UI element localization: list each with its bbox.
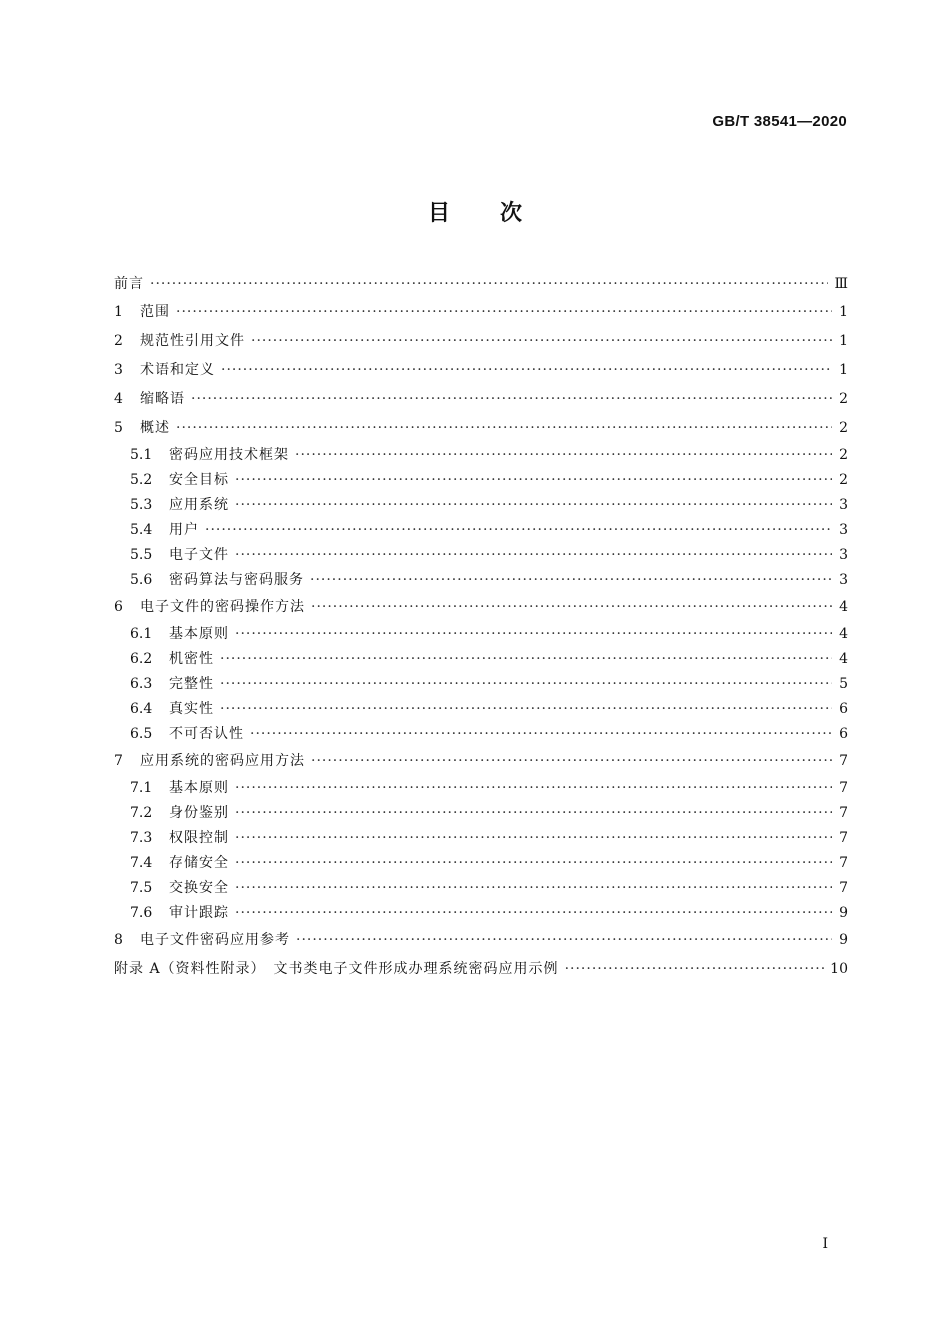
toc-entry[interactable] xyxy=(114,468,848,493)
toc-entry-page: 1 xyxy=(839,362,848,378)
toc-entry-label: 电子文件的密码操作方法 xyxy=(140,599,305,615)
toc-dot-leader xyxy=(235,801,832,826)
toc-entry[interactable] xyxy=(114,747,848,776)
toc-entry-label: 基本原则 xyxy=(169,626,229,642)
toc-entry-page: 2 xyxy=(839,472,848,488)
toc-title-char-1: 目 xyxy=(427,201,450,226)
toc-entry-label: 附录 A（资料性附录） 文书类电子文件形成办理系统密码应用示例 xyxy=(114,961,559,977)
toc-entry-page: 10 xyxy=(830,961,848,977)
toc-entry[interactable] xyxy=(114,697,848,722)
toc-entry-number: 7.6 xyxy=(130,905,153,921)
toc-entry-number: 6.5 xyxy=(130,726,153,742)
toc-entry[interactable] xyxy=(114,593,848,622)
toc-entry[interactable] xyxy=(114,518,848,543)
toc-entry-page: 4 xyxy=(839,626,848,642)
toc-entry-page: 7 xyxy=(839,780,848,796)
toc-entry[interactable] xyxy=(114,622,848,647)
toc-entry-page: 3 xyxy=(839,572,848,588)
toc-dot-leader xyxy=(235,622,832,647)
toc-dot-leader xyxy=(176,298,832,327)
toc-entry-page: 6 xyxy=(839,701,848,717)
toc-entry-label: 密码应用技术框架 xyxy=(169,447,289,463)
toc-dot-leader xyxy=(176,414,832,443)
toc-dot-leader xyxy=(565,955,825,984)
toc-entry-label: 范围 xyxy=(140,304,170,320)
toc-entry-label: 电子文件密码应用参考 xyxy=(140,932,290,948)
toc-entry-number: 7.3 xyxy=(130,830,153,846)
toc-entry[interactable] xyxy=(114,543,848,568)
toc-entry[interactable] xyxy=(114,876,848,901)
toc-dot-leader xyxy=(150,271,828,298)
toc-entry[interactable] xyxy=(114,327,848,356)
toc-entry-page: 7 xyxy=(839,805,848,821)
toc-entry-label: 真实性 xyxy=(169,701,214,717)
toc-entry[interactable] xyxy=(114,493,848,518)
toc-dot-leader xyxy=(235,901,832,926)
toc-dot-leader xyxy=(235,826,832,851)
toc-dot-leader xyxy=(220,647,832,672)
toc-dot-leader xyxy=(295,443,832,468)
toc-dot-leader xyxy=(220,697,832,722)
toc-entry-page: 4 xyxy=(839,599,848,615)
toc-entry-label: 前言 xyxy=(114,276,144,292)
toc-entry-label: 权限控制 xyxy=(169,830,229,846)
toc-entry-number: 7 xyxy=(114,753,123,769)
toc-entry-number: 5.3 xyxy=(130,497,153,513)
toc-dot-leader xyxy=(235,468,832,493)
toc-entry-number: 6.2 xyxy=(130,651,153,667)
toc-dot-leader xyxy=(235,876,832,901)
toc-entry-label: 应用系统 xyxy=(169,497,229,513)
toc-entry-number: 7.4 xyxy=(130,855,153,871)
toc-entry-page: 9 xyxy=(839,905,848,921)
toc-entry-label: 审计跟踪 xyxy=(169,905,229,921)
toc-entry[interactable] xyxy=(114,356,848,385)
toc-dot-leader xyxy=(311,593,832,622)
toc-entry[interactable] xyxy=(114,955,848,984)
toc-entry-number: 3 xyxy=(114,362,123,378)
toc-dot-leader xyxy=(205,518,832,543)
toc-entry[interactable] xyxy=(114,926,848,955)
toc-entry-number: 7.5 xyxy=(130,880,153,896)
toc-entry[interactable] xyxy=(114,901,848,926)
toc-entry-number: 5.6 xyxy=(130,572,153,588)
toc-entry-number: 6.1 xyxy=(130,626,153,642)
toc-entry[interactable] xyxy=(114,801,848,826)
toc-entry-page: 3 xyxy=(839,522,848,538)
toc-entry-label: 用户 xyxy=(169,522,199,538)
page-number: I xyxy=(822,1236,828,1252)
toc-entry-number: 5.4 xyxy=(130,522,153,538)
toc-entry-page: 4 xyxy=(839,651,848,667)
toc-entry[interactable] xyxy=(114,722,848,747)
toc-dot-leader xyxy=(235,543,832,568)
toc-dot-leader xyxy=(220,672,832,697)
toc-entry-page: 5 xyxy=(839,676,848,692)
toc-dot-leader xyxy=(251,327,832,356)
toc-dot-leader xyxy=(235,493,832,518)
toc-entry-number: 7.1 xyxy=(130,780,153,796)
toc-entry[interactable] xyxy=(114,672,848,697)
toc-entry-label: 机密性 xyxy=(169,651,214,667)
toc-entry-page: 3 xyxy=(839,497,848,513)
toc-entry-page: 7 xyxy=(839,753,848,769)
toc-entry-page: 2 xyxy=(839,420,848,436)
toc-entry-page: 2 xyxy=(839,447,848,463)
toc-entry[interactable] xyxy=(114,776,848,801)
toc-entry-page: 1 xyxy=(839,304,848,320)
toc-entry-number: 6.3 xyxy=(130,676,153,692)
toc-entry-number: 5.1 xyxy=(130,447,153,463)
toc-entry-number: 8 xyxy=(114,932,123,948)
toc-dot-leader xyxy=(311,747,832,776)
toc-entry-page: 1 xyxy=(839,333,848,349)
toc-entry-page: Ⅲ xyxy=(834,276,848,292)
toc-entry-label: 概述 xyxy=(140,420,170,436)
toc-dot-leader xyxy=(250,722,832,747)
toc-entry[interactable] xyxy=(114,298,848,327)
toc-entry[interactable] xyxy=(114,271,848,298)
toc-title xyxy=(0,196,950,227)
toc-entry-number: 7.2 xyxy=(130,805,153,821)
toc-entry[interactable] xyxy=(114,414,848,443)
toc-entry-label: 完整性 xyxy=(169,676,214,692)
toc-dot-leader xyxy=(191,385,832,414)
toc-entry-label: 不可否认性 xyxy=(169,726,244,742)
toc-entry-label: 规范性引用文件 xyxy=(140,333,245,349)
toc-entry[interactable] xyxy=(114,443,848,468)
toc-dot-leader xyxy=(221,356,832,385)
toc-entry-label: 电子文件 xyxy=(169,547,229,563)
toc-entry-number: 4 xyxy=(114,391,123,407)
toc-entry-label: 存储安全 xyxy=(169,855,229,871)
toc-entry-number: 6.4 xyxy=(130,701,153,717)
toc-dot-leader xyxy=(235,776,832,801)
toc-entry-page: 7 xyxy=(839,880,848,896)
toc-entry[interactable] xyxy=(114,647,848,672)
toc-entry-label: 应用系统的密码应用方法 xyxy=(140,753,305,769)
toc-entry-number: 1 xyxy=(114,304,123,320)
toc-entry-page: 9 xyxy=(839,932,848,948)
toc-title-char-2: 次 xyxy=(500,201,523,226)
toc-entry-label: 缩略语 xyxy=(140,391,185,407)
toc-entry-page: 7 xyxy=(839,830,848,846)
toc-dot-leader xyxy=(296,926,832,955)
toc-entry-number: 5.2 xyxy=(130,472,153,488)
toc-entry-label: 身份鉴别 xyxy=(169,805,229,821)
toc-entry-number: 5 xyxy=(114,420,123,436)
toc-entry[interactable] xyxy=(114,568,848,593)
toc-entry[interactable] xyxy=(114,385,848,414)
toc-entry-page: 7 xyxy=(839,855,848,871)
toc-entry-page: 3 xyxy=(839,547,848,563)
toc-entry[interactable] xyxy=(114,851,848,876)
toc-entry-label: 术语和定义 xyxy=(140,362,215,378)
toc-entry-page: 6 xyxy=(839,726,848,742)
toc-entry-number: 2 xyxy=(114,333,123,349)
toc-entry[interactable] xyxy=(114,826,848,851)
standard-number: GB/T 38541—2020 xyxy=(712,113,847,130)
toc-entry-page: 2 xyxy=(839,391,848,407)
toc-entry-number: 5.5 xyxy=(130,547,153,563)
toc-entry-label: 交换安全 xyxy=(169,880,229,896)
toc-entry-label: 安全目标 xyxy=(169,472,229,488)
toc-entry-number: 6 xyxy=(114,599,123,615)
toc-list xyxy=(114,271,848,984)
toc-entry-label: 密码算法与密码服务 xyxy=(169,572,304,588)
toc-entry-label: 基本原则 xyxy=(169,780,229,796)
toc-dot-leader xyxy=(235,851,832,876)
toc-dot-leader xyxy=(310,568,832,593)
